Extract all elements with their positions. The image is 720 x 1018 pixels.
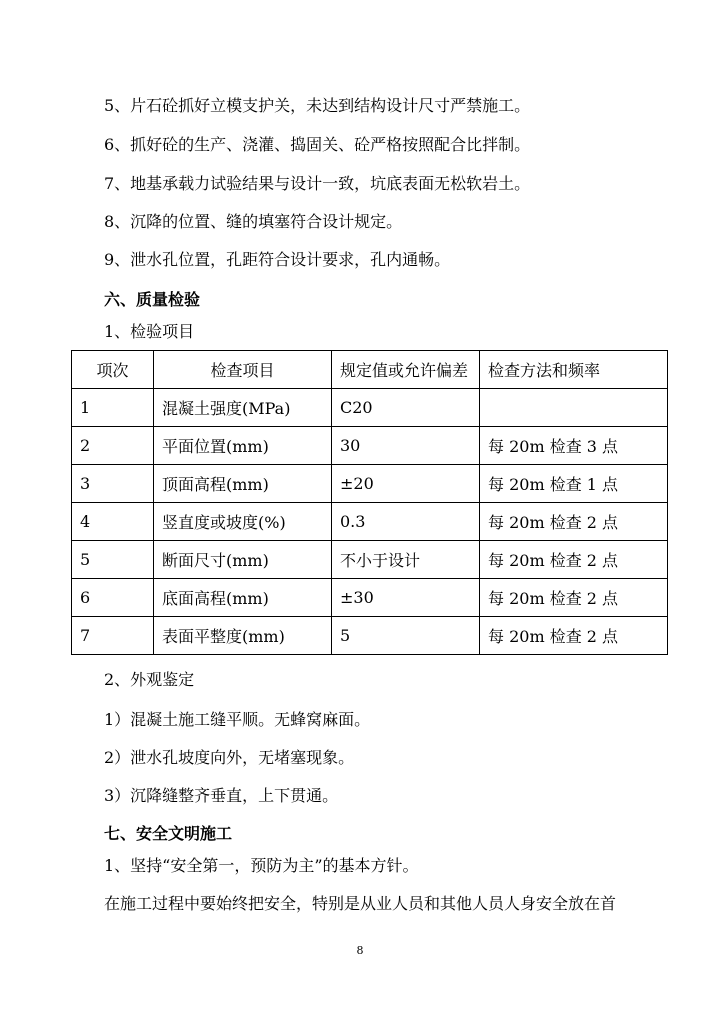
table-row (72, 389, 668, 427)
cell-check-item: 平面位置(mm) (154, 427, 332, 465)
cell-check-item: 表面平整度(mm) (154, 617, 332, 655)
cell-item-no: 5 (72, 541, 154, 579)
subheading-appearance: 2、外观鉴定 (104, 670, 195, 689)
quality-item-7: 7、地基承载力试验结果与设计一致，坑底表面无松软岩土。 (104, 174, 531, 193)
appearance-item-2: 2）泄水孔坡度向外，无堵塞现象。 (104, 748, 355, 767)
cell-check-item: 底面高程(mm) (154, 579, 332, 617)
header-cell-method: 检查方法和频率 (480, 351, 668, 389)
table-row (72, 427, 668, 465)
cell-method (480, 389, 668, 427)
table-header-row (72, 351, 668, 389)
section-heading-safe-construction: 七、安全文明施工 (104, 824, 233, 843)
cell-tolerance: 30 (332, 427, 480, 465)
cell-check-item: 混凝土强度(MPa) (154, 389, 332, 427)
cell-item-no: 3 (72, 465, 154, 503)
cell-method: 每 20m 检查 2 点 (480, 617, 668, 655)
table-row (72, 465, 668, 503)
section-heading-quality-inspection: 六、质量检验 (104, 290, 201, 309)
cell-tolerance: C20 (332, 389, 480, 427)
cell-tolerance: 5 (332, 617, 480, 655)
page-number: 8 (356, 944, 364, 957)
inspection-table (71, 350, 668, 655)
header-cell-check-item: 检查项目 (154, 351, 332, 389)
cell-item-no: 6 (72, 579, 154, 617)
cell-item-no: 2 (72, 427, 154, 465)
cell-method: 每 20m 检查 2 点 (480, 579, 668, 617)
cell-item-no: 7 (72, 617, 154, 655)
header-cell-item-no: 项次 (72, 351, 154, 389)
table-row (72, 579, 668, 617)
subheading-inspection-items: 1、检验项目 (104, 322, 195, 341)
cell-check-item: 顶面高程(mm) (154, 465, 332, 503)
cell-item-no: 4 (72, 503, 154, 541)
appearance-item-3: 3）沉降缝整齐垂直，上下贯通。 (104, 786, 339, 805)
table-row (72, 541, 668, 579)
cell-item-no: 1 (72, 389, 154, 427)
quality-item-9: 9、泄水孔位置，孔距符合设计要求，孔内通畅。 (104, 250, 451, 269)
cell-method: 每 20m 检查 1 点 (480, 465, 668, 503)
quality-item-5: 5、片石砼抓好立模支护关，未达到结构设计尺寸严禁施工。 (104, 96, 531, 115)
cell-check-item: 竖直度或坡度(%) (154, 503, 332, 541)
cell-tolerance: 0.3 (332, 503, 480, 541)
quality-item-6: 6、抓好砼的生产、浇灌、捣固关、砼严格按照配合比拌制。 (104, 135, 531, 154)
safety-item-1: 1、坚持“安全第一，预防为主”的基本方针。 (104, 856, 419, 875)
cell-tolerance: ±20 (332, 465, 480, 503)
cell-method: 每 20m 检查 3 点 (480, 427, 668, 465)
table-row (72, 503, 668, 541)
header-cell-tolerance: 规定值或允许偏差 (332, 351, 480, 389)
safety-paragraph: 在施工过程中要始终把安全，特别是从业人员和其他人员人身安全放在首 (104, 894, 617, 913)
cell-method: 每 20m 检查 2 点 (480, 503, 668, 541)
quality-item-8: 8、沉降的位置、缝的填塞符合设计规定。 (104, 212, 403, 231)
cell-tolerance: ±30 (332, 579, 480, 617)
appearance-item-1: 1）混凝土施工缝平顺。无蜂窝麻面。 (104, 710, 371, 729)
table-row (72, 617, 668, 655)
cell-tolerance: 不小于设计 (332, 541, 480, 579)
cell-check-item: 断面尺寸(mm) (154, 541, 332, 579)
cell-method: 每 20m 检查 2 点 (480, 541, 668, 579)
